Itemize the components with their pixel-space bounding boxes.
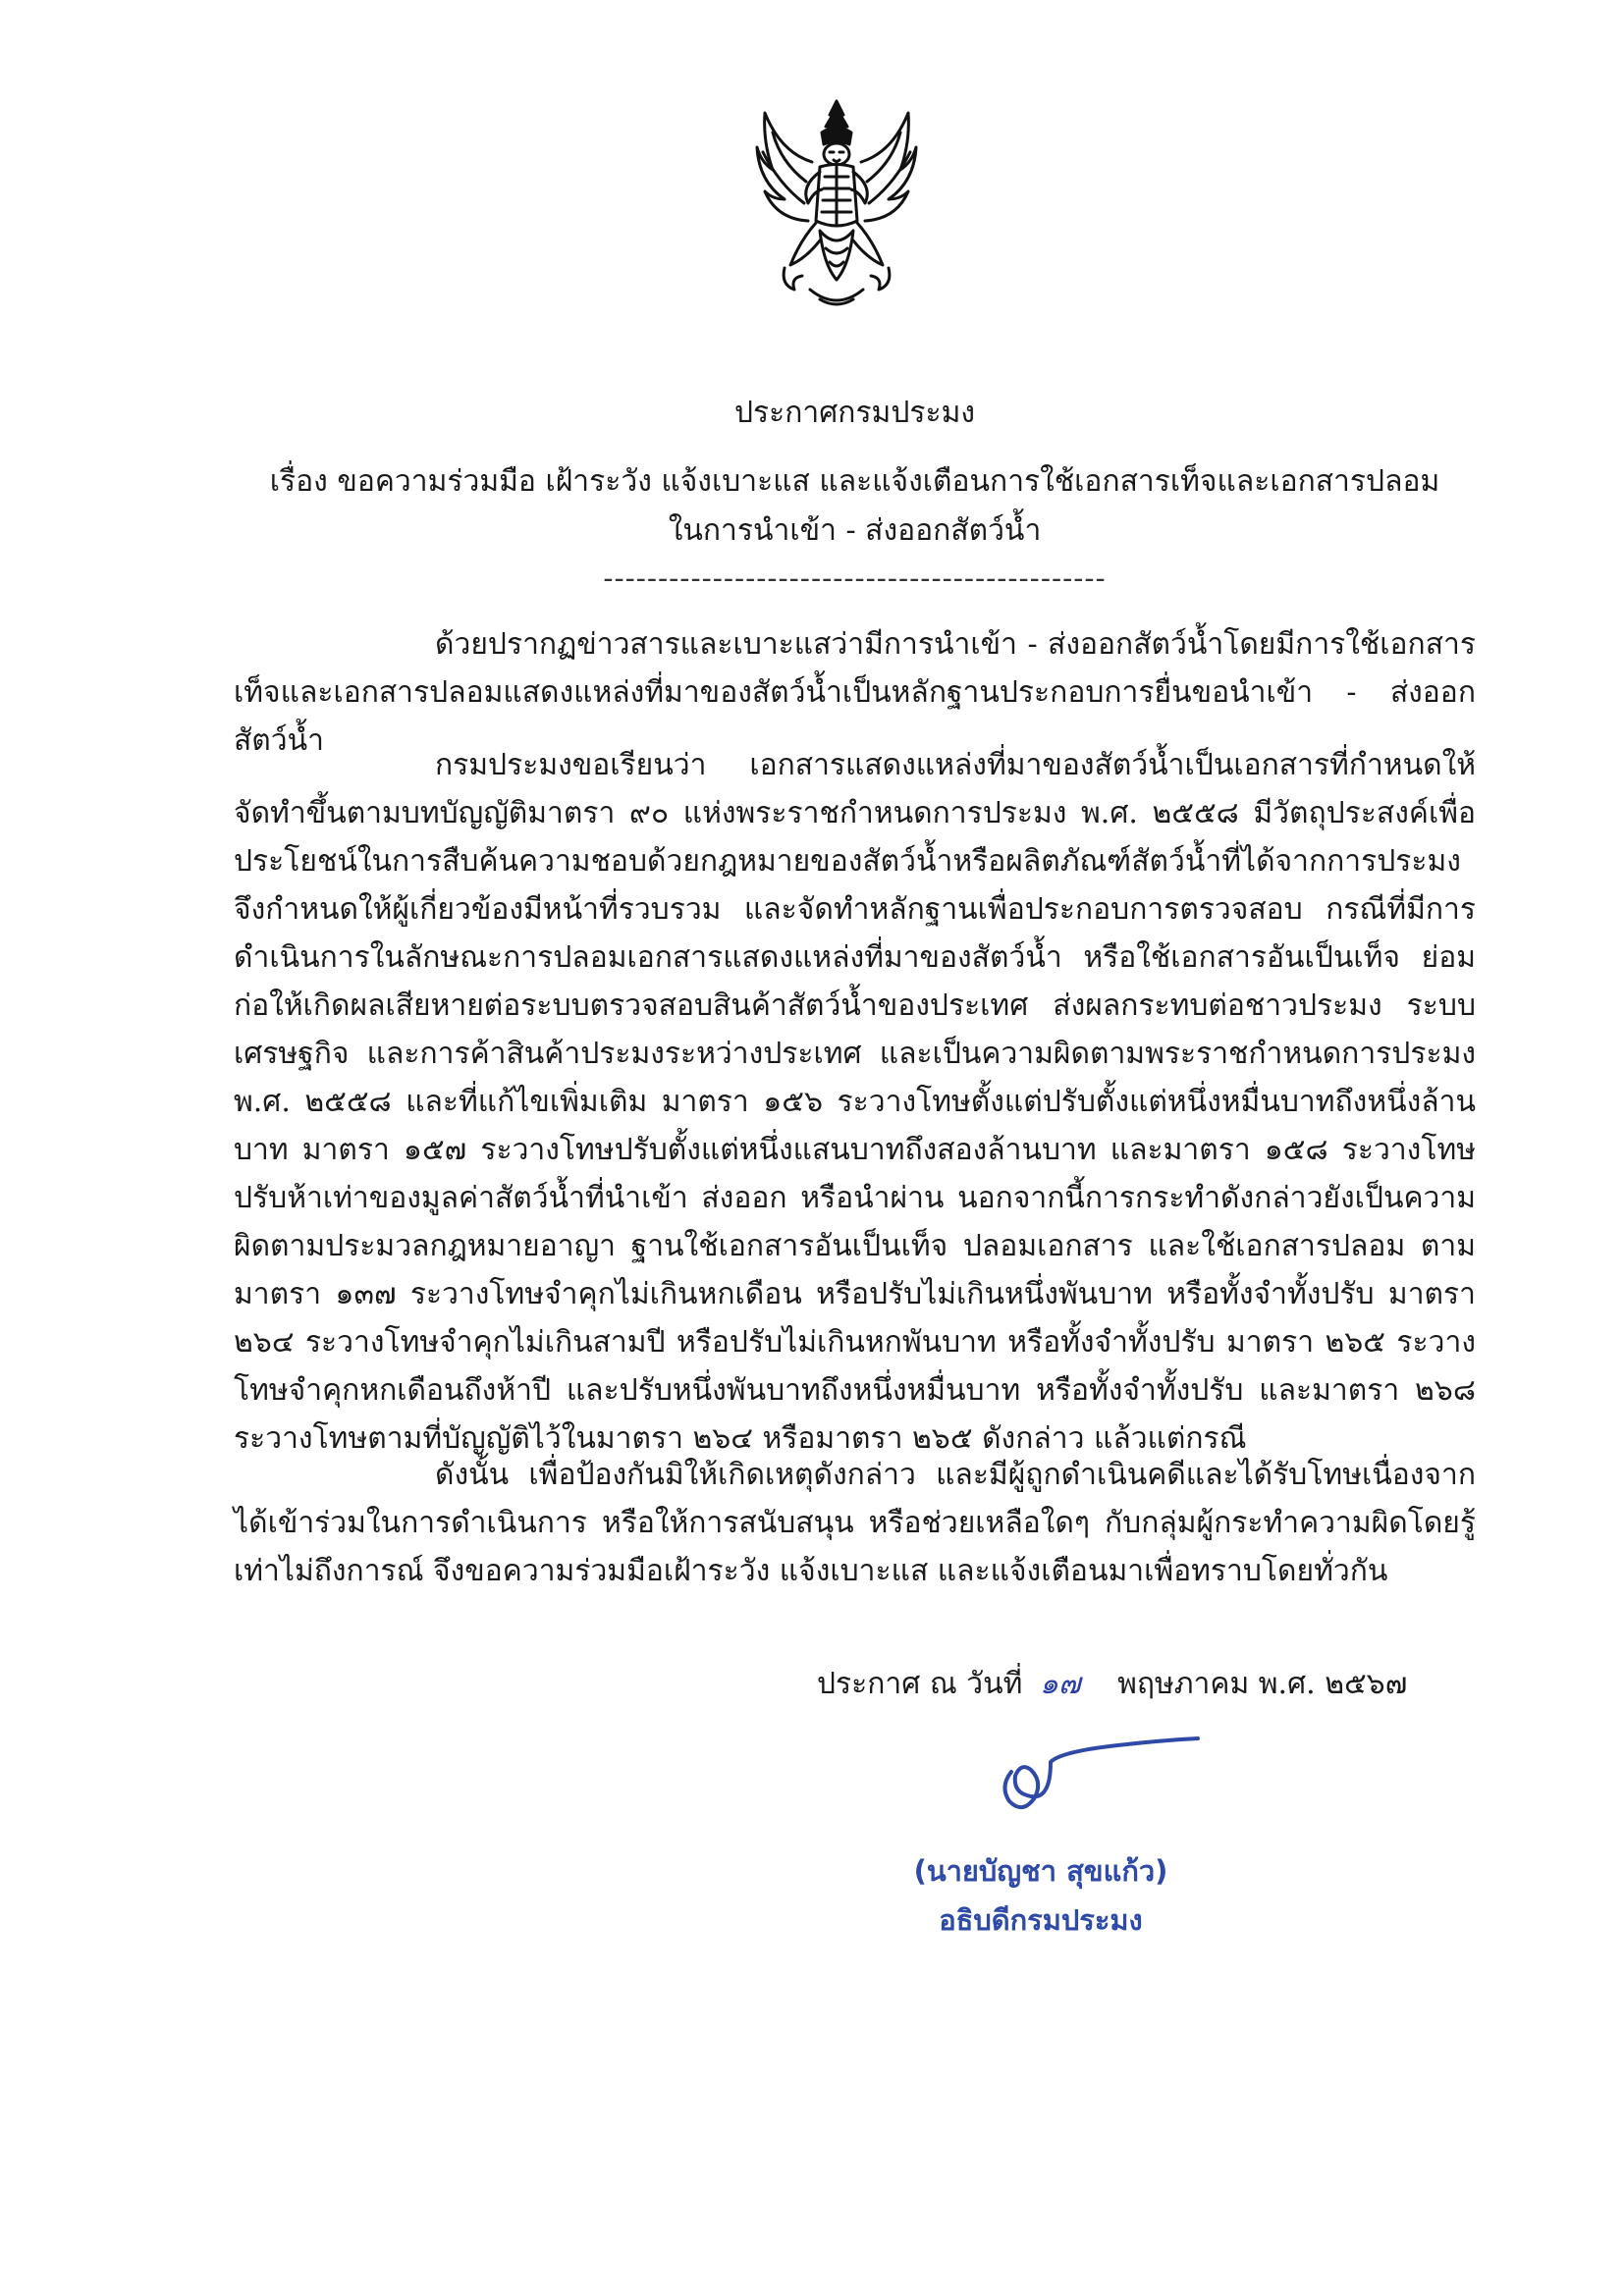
divider: ---------------------------------------------- [603,561,1107,596]
announcement-date [817,1661,1407,1707]
signatory-position: อธิบดีกรมประมง [939,1903,1143,1937]
announcement-title: ประกาศกรมประมง [733,396,976,430]
subject-line-2: ในการนำเข้า - ส่งออกสัตว์น้ำ [668,513,1042,548]
garuda-emblem-icon [751,93,923,314]
paragraph-3: ดังนั้น เพื่อป้องกันมิให้เกิดเหตุดังกล่าว และมีผู้ถูกดำเนินคดีและได้รับโทษเนื่องจากได้เข้าร่วมในการดำเนินการ หรือให้การสนับสนุน หรือช่วยเหลือใดๆ กับกลุ่มผู้กระทำความผิดโดยรู้เท่าไม่ถึงการณ์ จึงขอความร่วมมือเฝ้าระวัง แจ้งเบาะแส และแจ้งเตือนมาเพื่อทราบโดยทั่วกัน [234,1458,1476,1588]
date-prefix: ประกาศ ณ วันที่ [817,1667,1023,1701]
subject-line-1: เรื่อง ขอความร่วมมือ เฝ้าระวัง แจ้งเบาะแส และแจ้งเตือนการใช้เอกสารเท็จและเอกสารปลอม [269,464,1440,499]
paragraph-1: ด้วยปรากฏข่าวสารและเบาะแสว่ามีการนำเข้า - ส่งออกสัตว์น้ำโดยมีการใช้เอกสารเท็จและเอกสารปลอมแสดงแหล่งที่มาของสัตว์น้ำเป็นหลักฐานประกอบการยื่นขอนำเข้า - ส่งออกสัตว์น้ำ [234,627,1476,758]
signatory-name: (นายบัญชา สุขแก้ว) [913,1854,1168,1888]
announcement-subject [234,457,1476,556]
date-month-year: พฤษภาคม พ.ศ. ๒๕๖๗ [1117,1667,1408,1701]
date-day: ๑๗ [1039,1667,1081,1701]
signature [992,1733,1218,1841]
paragraph-2: กรมประมงขอเรียนว่า เอกสารแสดงแหล่งที่มาของสัตว์น้ำเป็นเอกสารที่กำหนดให้จัดทำขึ้นตามบทบัญญัติมาตรา ๙๐ แห่งพระราชกำหนดการประมง พ.ศ. ๒๕๕๘ มีวัตถุประสงค์เพื่อประโยชน์ในการสืบค้นความชอบด้วยกฎหมายของสัตว์น้ำหรือผลิตภัณฑ์สัตว์น้ำที่ได้จากการประมง จึงกำหนดให้ผู้เกี่ยวข้องมีหน้าที่รวบรวม และจัดทำหลักฐานเพื่อประกอบการตรวจสอบ กรณีที่มีการดำเนินการในลักษณะการปลอมเอกสารแสดงแหล่งที่มาของสัตว์น้ำ หรือใช้เอกสารอันเป็นเท็จ ย่อมก่อให้เกิดผลเสียหายต่อระบบตรวจสอบสินค้าสัตว์น้ำของประเทศ ส่งผลกระทบต่อชาวประมง ระบบเศรษฐกิจ และการค้าสินค้าประมงระหว่างประเทศ และเป็นความผิดตามพระราชกำหนดการประมง พ.ศ. ๒๕๕๘ และที่แก้ไขเพิ่มเติม มาตรา ๑๕๖ ระวางโทษตั้งแต่ปรับตั้งแต่หนึ่งหมื่นบาทถึงหนึ่งล้านบาท มาตรา ๑๕๗ ระวางโทษปรับตั้งแต่หนึ่งแสนบาทถึงสองล้านบาท และมาตรา ๑๕๘ ระวางโทษปรับห้าเท่าของมูลค่าสัตว์น้ำที่นำเข้า ส่งออก หรือนำผ่าน นอกจากนี้การกระทำดังกล่าวยังเป็นความผิดตามประมวลกฎหมายอาญา ฐานใช้เอกสารอันเป็นเท็จ ปลอมเอกสาร และใช้เอกสารปลอม ตามมาตรา ๑๓๗ ระวางโทษจำคุกไม่เกินหกเดือน หรือปรับไม่เกินหนึ่งพันบาท หรือทั้งจำทั้งปรับ มาตรา ๒๖๔ ระวางโทษจำคุกไม่เกินสามปี หรือปรับไม่เกินหกพันบาท หรือทั้งจำทั้งปรับ มาตรา ๒๖๕ ระวางโทษจำคุกหกเดือนถึงห้าปี และปรับหนึ่งพันบาทถึงหนึ่งหมื่นบาท หรือทั้งจำทั้งปรับ และมาตรา ๒๖๘ ระวางโทษตามที่บัญญัติไว้ในมาตรา ๒๖๔ หรือมาตรา ๒๖๕ ดังกล่าว แล้วแต่กรณี [234,748,1476,1456]
